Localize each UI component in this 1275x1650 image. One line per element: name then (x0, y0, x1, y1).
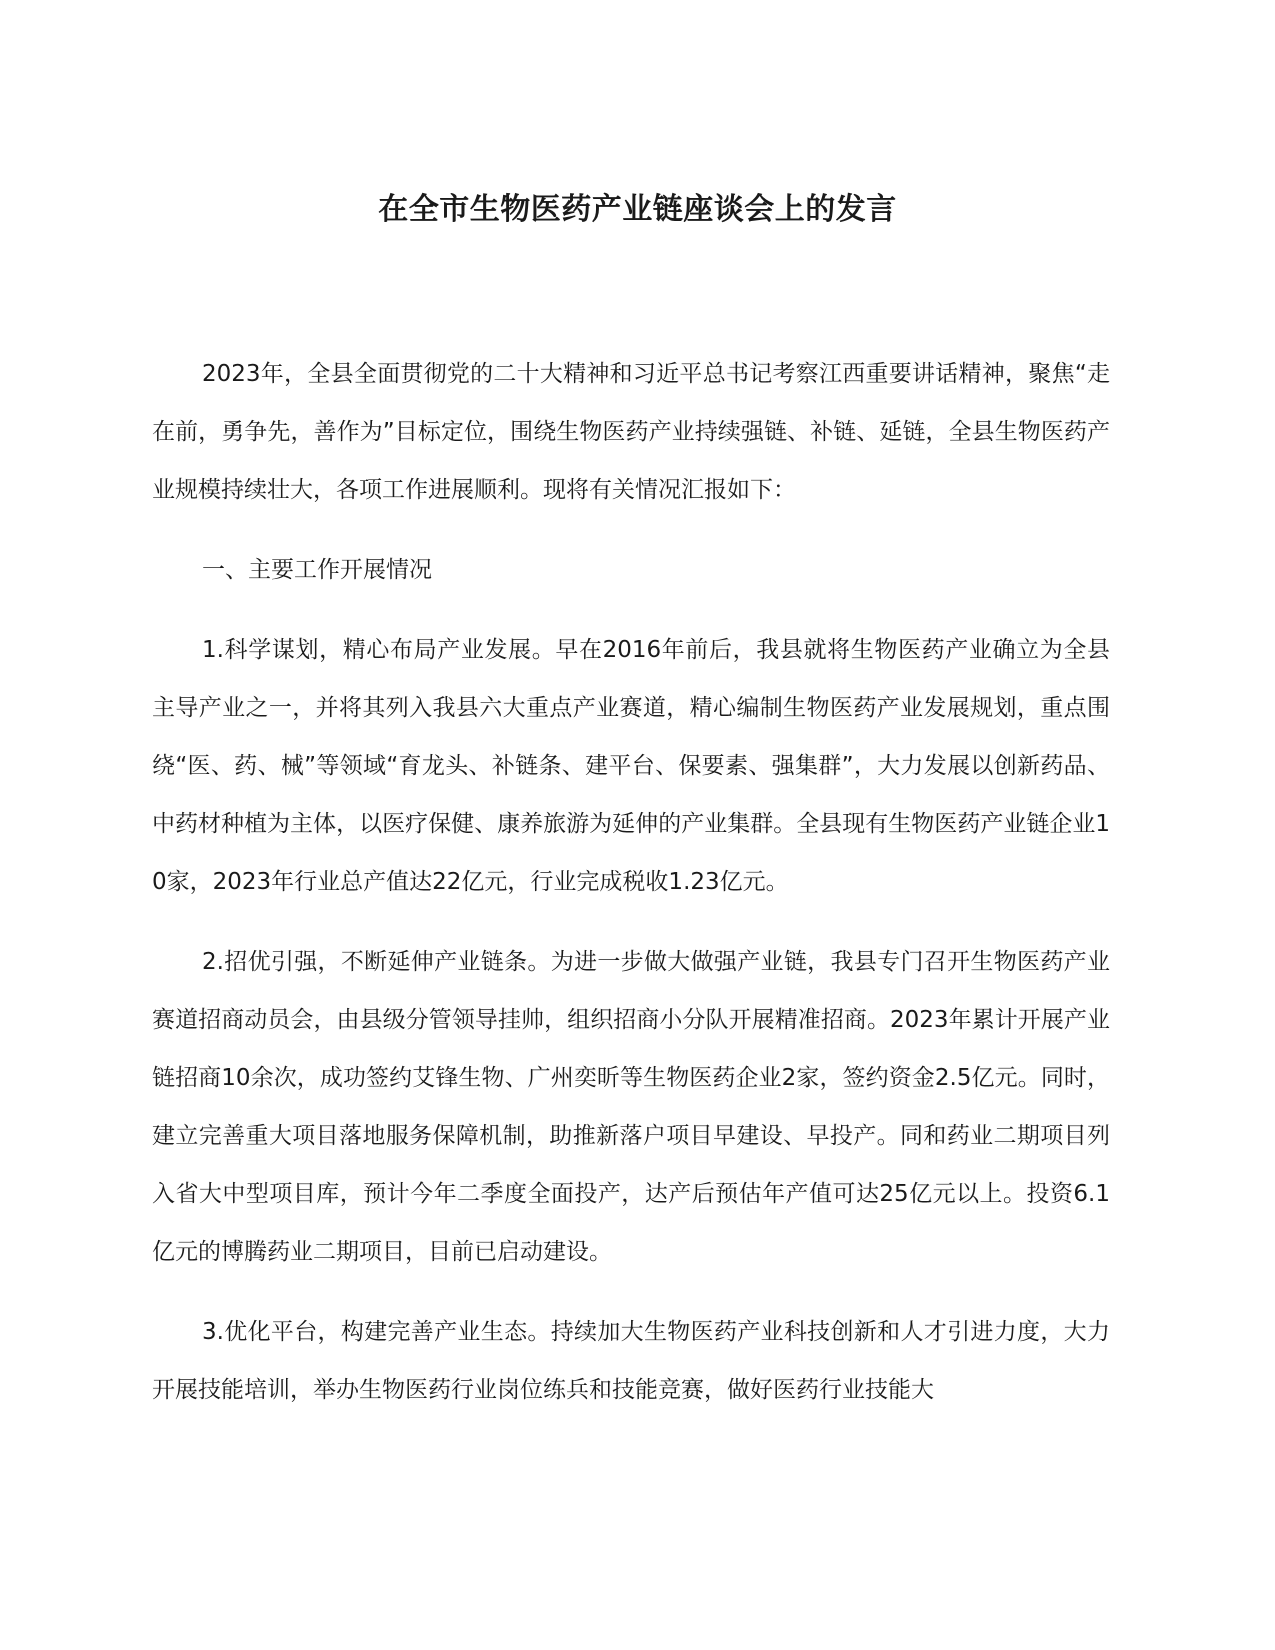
document-body (152, 345, 1110, 1441)
body-paragraph: 2.招优引强，不断延伸产业链条。为进一步做大做强产业链，我县专门召开生物医药产业赛道招商动员会，由县级分管领导挂帅，组织招商小分队开展精准招商。2023年累计开展产业链招商10余次，成功签约艾锋生物、广州奕昕等生物医药企业2家，签约资金2.5亿元。同时，建立完善重大项目落地服务保障机制，助推新落户项目早建设、早投产。同和药业二期项目列入省大中型项目库，预计今年二季度全面投产，达产后预估年产值可达25亿元以上。投资6.1亿元的博腾药业二期项目，目前已启动建设。 (152, 949, 1110, 1265)
intro-paragraph: 2023年，全县全面贯彻党的二十大精神和习近平总书记考察江西重要讲话精神，聚焦“走在前，勇争先，善作为”目标定位，围绕生物医药产业持续强链、补链、延链，全县生物医药产业规模持续壮大，各项工作进展顺利。现将有关情况汇报如下： (152, 361, 1110, 503)
body-paragraph: 3.优化平台，构建完善产业生态。持续加大生物医药产业科技创新和人才引进力度，大力开展技能培训，举办生物医药行业岗位练兵和技能竞赛，做好医药行业技能大 (152, 1319, 1110, 1403)
body-paragraph: 1.科学谋划，精心布局产业发展。早在2016年前后，我县就将生物医药产业确立为全县主导产业之一，并将其列入我县六大重点产业赛道，精心编制生物医药产业发展规划，重点围绕“医、药、械”等领域“育龙头、补链条、建平台、保要素、强集群”，大力发展以创新药品、中药材种植为主体，以医疗保健、康养旅游为延伸的产业集群。全县现有生物医药产业链企业10家，2023年行业总产值达22亿元，行业完成税收1.23亿元。 (152, 637, 1110, 895)
section-heading: 一、主要工作开展情况 (202, 557, 432, 583)
document-title: 在全市生物医药产业链座谈会上的发言 (378, 192, 897, 227)
